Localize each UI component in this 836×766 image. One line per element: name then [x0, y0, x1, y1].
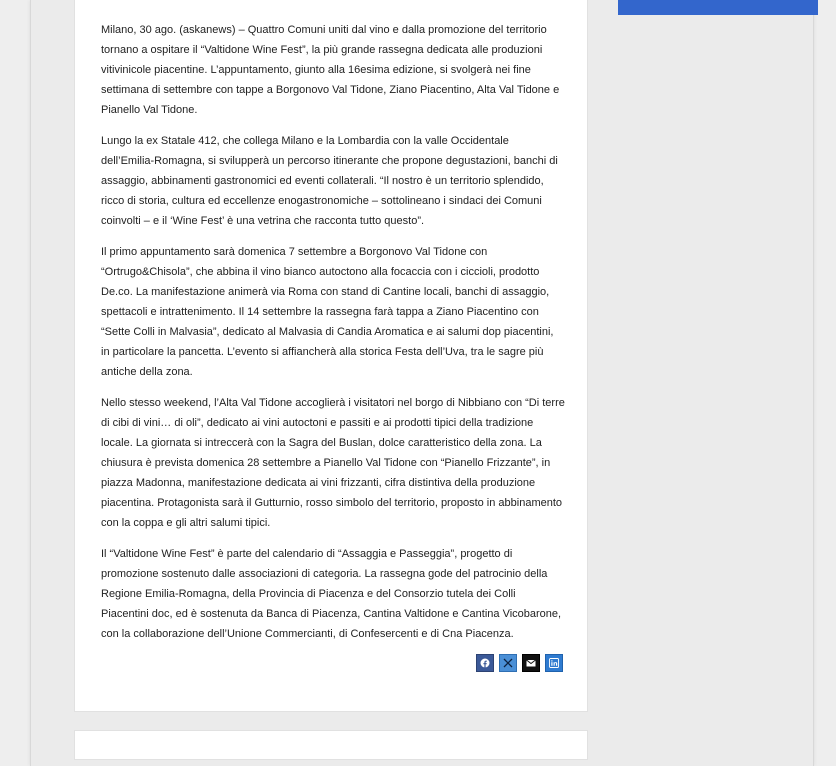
share-linkedin-button[interactable] — [545, 654, 563, 672]
facebook-icon — [480, 658, 490, 668]
article-card — [74, 0, 588, 712]
share-bar — [476, 654, 563, 672]
linkedin-icon — [549, 658, 559, 668]
article-paragraph: Il primo appuntamento sarà domenica 7 settembre a Borgonovo Val Tidone con “Ortrugo&Chisola”, che abbina il vino bianco autoctono alla focaccia con i ciccioli, prodotto De.co. La manifestazione animerà via Roma con stand di Cantine locali, banchi di assaggio, spettacoli e intrattenimento. Il 14 settembre la rassegna farà tappa a Ziano Piacentino con “Sette Colli in Malvasia”, dedicato al Malvasia di Candia Aromatica e ai salumi dop piacentini, in particolare la pancetta. L’evento si affiancherà alla storica Festa dell’Uva, tra le sagre più antiche della zona. — [101, 246, 554, 378]
email-icon — [526, 658, 536, 668]
share-x-button[interactable] — [499, 654, 517, 672]
article-body — [101, 20, 565, 655]
article-paragraph: Lungo la ex Statale 412, che collega Milano e la Lombardia con la valle Occidentale dell’Emilia-Romagna, si svilupperà un percorso itinerante che propone degustazioni, banchi di assaggio, abbinamenti gastronomici ed eventi collaterali. “Il nostro è un territorio splendido, ricco di storia, cultura ed eccellenze enogastronomiche – sottolineano i sindaci dei Comuni coinvolti – e il ‘Wine Fest’ è una vetrina che racconta tutto questo”. — [101, 135, 558, 227]
article-paragraph: Il “Valtidone Wine Fest” è parte del calendario di “Assaggia e Passeggia”, progetto di promozione sostenuto dalle associazioni di categoria. La rassegna gode del patrocinio della Regione Emilia-Romagna, della Provincia di Piacenza e del Consorzio tutela dei Colli Piacentini doc, ed è sostenuta da Banca di Piacenza, Cantina Valtidone e Cantina Vicobarone, con la collaborazione dell’Unione Commercianti, di Confesercenti e di Cna Piacenza. — [101, 548, 562, 640]
article-paragraph: Milano, 30 ago. (askanews) – Quattro Comuni uniti dal vino e dalla promozione del territorio tornano a ospitare il “Valtidone Wine Fest”, la più grande rassegna dedicata alle produzioni vitivinicole piacentine. L’appuntamento, giunto alla 16esima edizione, si svolgerà nei fine settimana di settembre con tappe a Borgonovo Val Tidone, Ziano Piacentino, Alta Val Tidone e Pianello Val Tidone. — [101, 24, 560, 116]
x-icon — [503, 658, 513, 668]
sidebar-banner[interactable] — [618, 0, 818, 15]
next-article-card — [74, 730, 588, 760]
article-paragraph: Nello stesso weekend, l’Alta Val Tidone accoglierà i visitatori nel borgo di Nibbiano con “Di terre di cibi di vini… di oli”, dedicato ai vini autoctoni e passiti e ai prodotti tipici della tradizione locale. La giornata si intreccerà con la Sagra del Buslan, dolce caratteristico della zona. La chiusura è prevista domenica 28 settembre a Pianello Val Tidone con “Pianello Frizzante”, in piazza Madonna, manifestazione dedicata ai vini frizzanti, cifra distintiva della produzione piacentina. Protagonista sarà il Gutturnio, rosso simbolo del territorio, proposto in abbinamento con la coppa e gli altri salumi tipici. — [101, 397, 565, 529]
page-container — [30, 0, 814, 766]
share-facebook-button[interactable] — [476, 654, 494, 672]
share-email-button[interactable] — [522, 654, 540, 672]
